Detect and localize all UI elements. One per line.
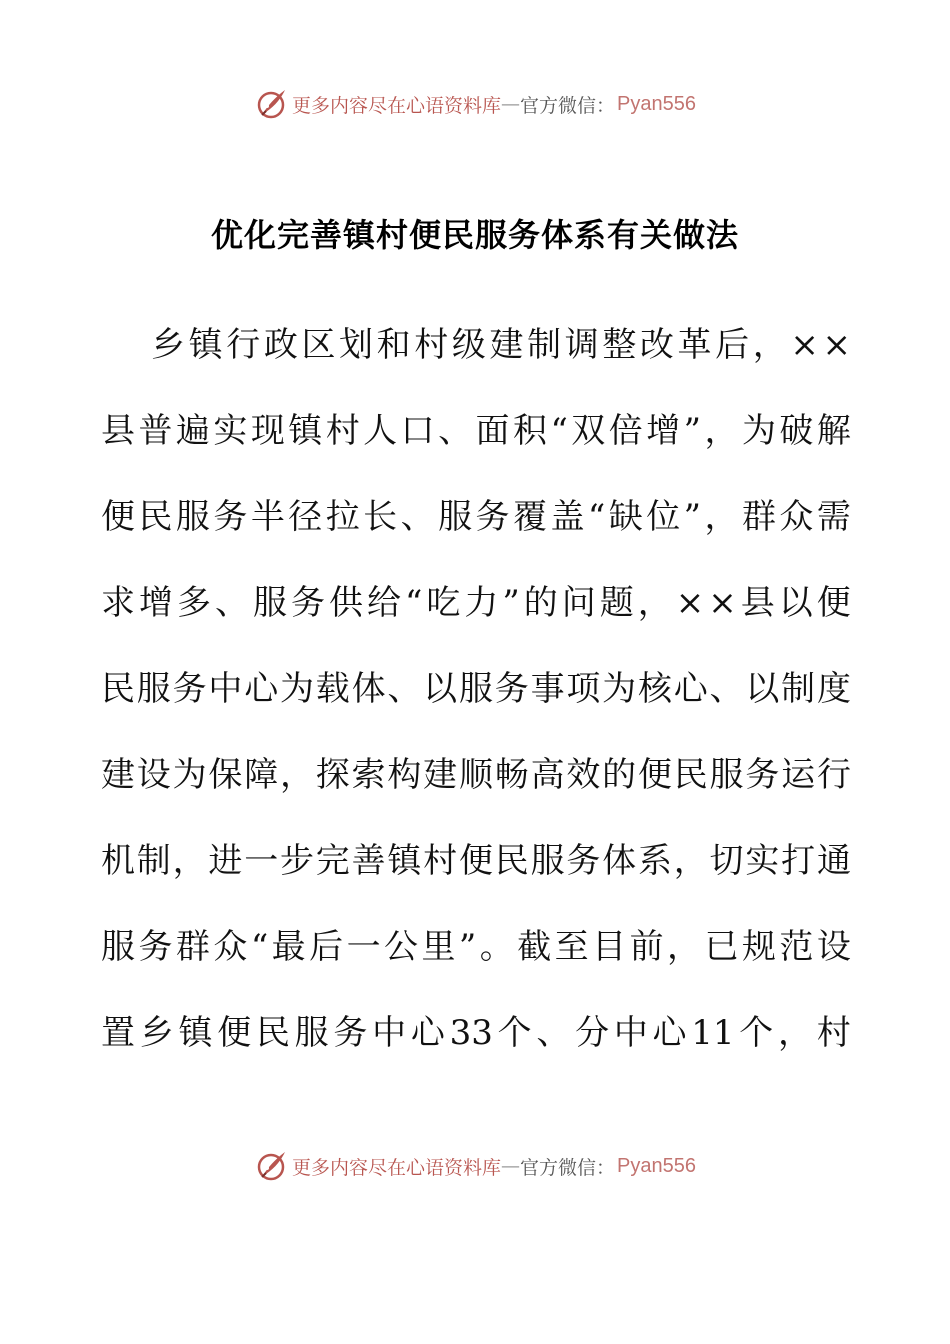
body-line: 置 乡 镇 便 民 服 务 中 心 33 个 、 分 中 心 11 个 ， 村 bbox=[101, 1013, 851, 1053]
body-line: 求 增 多 、 服 务 供 给 “ 吃 力 ” 的 问 题 ， × × 县 以 便 bbox=[101, 583, 851, 623]
watermark-label: 官方微信： bbox=[520, 1156, 616, 1179]
header-watermark bbox=[0, 84, 950, 124]
watermark-separator: — bbox=[501, 1155, 521, 1177]
body-line: 乡 镇 行 政 区 划 和 村 级 建 制 调 整 改 革 后 ， × × bbox=[151, 325, 851, 365]
watermark-separator: — bbox=[501, 93, 521, 115]
quill-logo-icon bbox=[254, 86, 290, 122]
body-line: 服 务 群 众 “ 最 后 一 公 里 ” 。 截 至 目 前 ， 已 规 范 设 bbox=[101, 927, 851, 967]
document-body bbox=[101, 315, 851, 1089]
watermark-text: 更多内容尽在心语资料库 bbox=[292, 1156, 502, 1179]
quill-logo-icon bbox=[254, 1148, 290, 1184]
watermark-wechat-id: Pyan556 bbox=[617, 1154, 696, 1177]
document-title: 优化完善镇村便民服务体系有关做法 bbox=[210, 216, 739, 254]
watermark-label: 官方微信： bbox=[520, 94, 616, 117]
watermark-wechat-id: Pyan556 bbox=[617, 92, 696, 115]
watermark-text: 更多内容尽在心语资料库 bbox=[292, 94, 502, 117]
footer-watermark bbox=[0, 1146, 950, 1186]
body-line: 县 普 遍 实 现 镇 村 人 口 、 面 积 “ 双 倍 增 ” ， 为 破 解 bbox=[101, 411, 851, 451]
body-line: 建 设 为 保 障 ， 探 索 构 建 顺 畅 高 效 的 便 民 服 务 运 行 bbox=[101, 755, 851, 795]
body-line: 便 民 服 务 半 径 拉 长 、 服 务 覆 盖 “ 缺 位 ” ， 群 众 需 bbox=[101, 497, 851, 537]
body-line: 机 制 ， 进 一 步 完 善 镇 村 便 民 服 务 体 系 ， 切 实 打 通 bbox=[101, 841, 851, 881]
body-line: 民 服 务 中 心 为 载 体 、 以 服 务 事 项 为 核 心 、 以 制 度 bbox=[101, 669, 851, 709]
